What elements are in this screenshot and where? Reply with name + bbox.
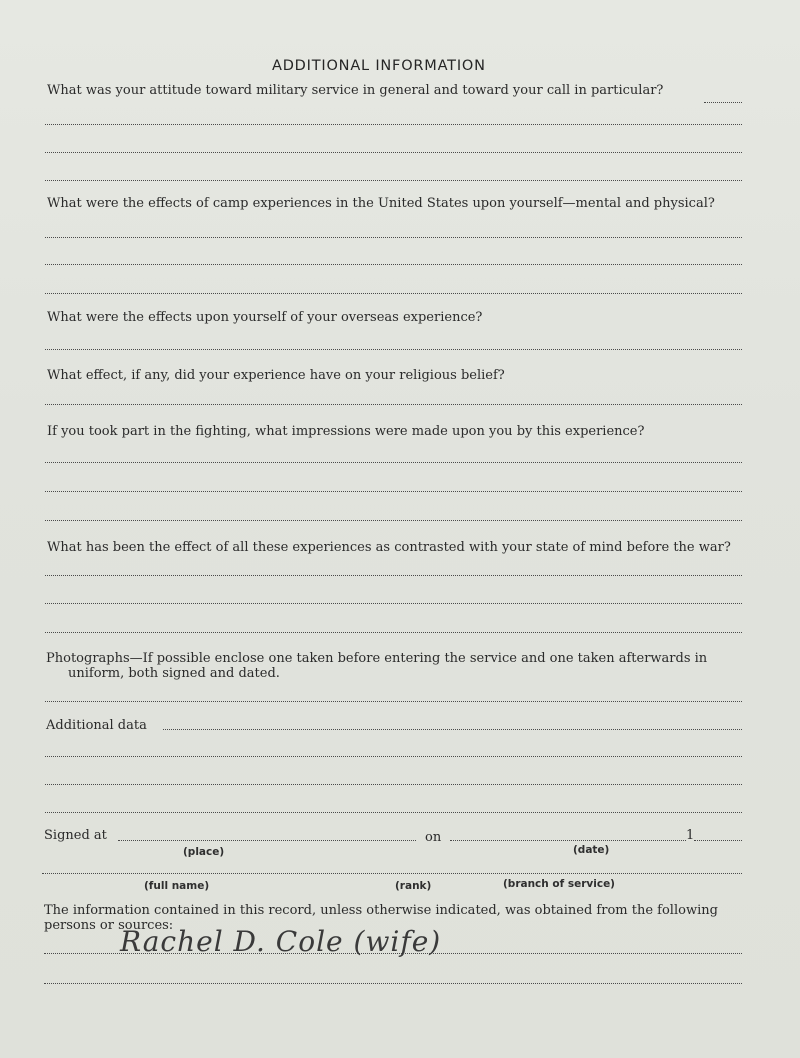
additional-data-label: Additional data — [46, 718, 147, 733]
question-religious-belief: What effect, if any, did your experience have on your religious belief? — [47, 368, 505, 383]
question-military-attitude: What was your attitude toward military service in general and toward your call in particular? — [47, 83, 664, 98]
answer-line[interactable] — [45, 632, 742, 633]
answer-line[interactable] — [45, 520, 742, 521]
form-heading: ADDITIONAL INFORMATION — [272, 58, 486, 74]
additional-data-line[interactable] — [163, 729, 742, 730]
answer-line[interactable] — [45, 349, 742, 350]
sources-line[interactable] — [44, 953, 742, 954]
full-name-caption: (full name) — [144, 880, 210, 892]
question-fighting-impressions: If you took part in the fighting, what impressions were made upon you by this experience? — [47, 424, 645, 439]
answer-line[interactable] — [45, 701, 742, 702]
answer-line[interactable] — [45, 756, 742, 757]
answer-line[interactable] — [45, 812, 742, 813]
answer-line[interactable] — [45, 237, 742, 238]
question-camp-effects: What were the effects of camp experiences in the United States upon yourself—mental and physical? — [47, 196, 715, 211]
signed-at-label: Signed at — [44, 828, 107, 843]
answer-line[interactable] — [45, 575, 742, 576]
answer-line[interactable] — [45, 404, 742, 405]
sources-line[interactable] — [44, 983, 742, 984]
sources-statement-cont: persons or sources: — [44, 918, 174, 933]
year-prefix: 1 — [686, 828, 695, 843]
rank-caption: (rank) — [395, 880, 432, 892]
year-field[interactable] — [694, 840, 742, 841]
question-overseas-effects: What were the effects upon yourself of your overseas experience? — [47, 310, 483, 325]
photographs-instructions: Photographs—If possible enclose one taken before entering the service and one taken afterwards in — [46, 651, 708, 666]
place-caption: (place) — [183, 846, 225, 858]
handwritten-source-signature: Rachel D. Cole (wife) — [120, 925, 442, 958]
answer-line[interactable] — [45, 293, 742, 294]
answer-line[interactable] — [45, 264, 742, 265]
answer-line[interactable] — [45, 462, 742, 463]
question-state-of-mind: What has been the effect of all these experiences as contrasted with your state of mind before the war? — [47, 540, 731, 555]
date-caption: (date) — [573, 844, 610, 856]
answer-line[interactable] — [45, 603, 742, 604]
answer-line[interactable] — [45, 491, 742, 492]
on-label: on — [425, 830, 442, 845]
answer-line[interactable] — [704, 102, 742, 103]
answer-line[interactable] — [45, 152, 742, 153]
branch-caption: (branch of service) — [503, 878, 615, 890]
answer-line[interactable] — [45, 124, 742, 125]
answer-line[interactable] — [45, 784, 742, 785]
answer-line[interactable] — [45, 180, 742, 181]
name-rank-branch-field[interactable] — [42, 873, 742, 874]
date-field[interactable] — [450, 840, 686, 841]
place-field[interactable] — [118, 840, 416, 841]
sources-statement: The information contained in this record, unless otherwise indicated, was obtained from the following — [44, 903, 718, 918]
photographs-instructions-cont: uniform, both signed and dated. — [68, 666, 280, 681]
